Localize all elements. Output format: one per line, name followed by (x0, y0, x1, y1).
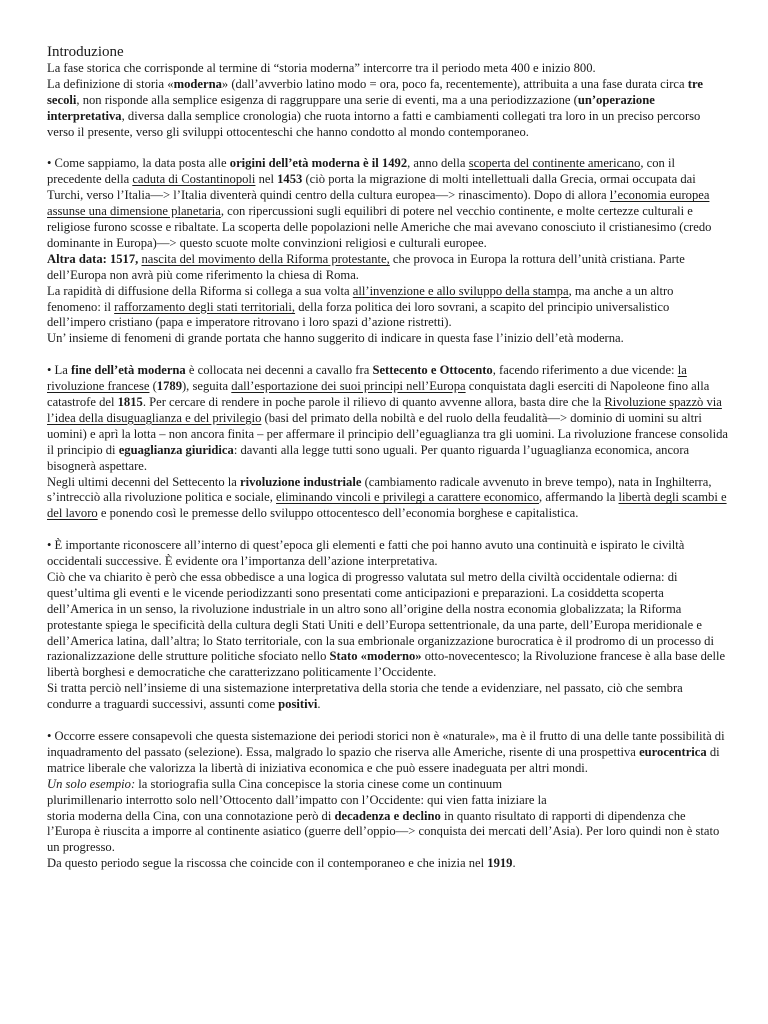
section-progress: Ciò che va chiarito è però che essa obbedisce a una logica di progresso valutata sul metro della civiltà occidentale odierna: di quest’ultima gli eventi e le vicende periodizzanti sono presentati come anticipazioni e preparazioni. La cosiddetta scoperta dell’America in un senso, la rivoluzione industriale in un altro sono all’origine della nostra economia globalizzata; la Riforma protestante spiega le specificità della cultura degli Stati Uniti e dell’Europa settentrionale, da una parte, dell’Europa meridionale e dell’America latina, dall’altra; lo Stato territoriale, con la sua embrionale organizzazione burocratica è il prodromo di un processo di razionalizzazione delle strutture politiche sfociato nello Stato «moderno» otto-novecentesco; la Rivoluzione francese è alla base delle libertà borghesi e democratiche che caratterizzano politicamente l’Occidente. (47, 569, 726, 680)
section-interpretation: Si tratta perciò nell’insieme di una sistemazione interpretativa della storia che tende a evidenziare, nel passato, ciò che sembra condurre a traguardi successivi, assunti come positivi. (47, 681, 683, 712)
paragraph-gap (47, 347, 728, 363)
section-example-line-3: storia moderna della Cina, con una connotazione però di decadenza e declino in quanto risultato di rapporti di dipendenza che l’Europa è riuscita a imporre al continente asiatico (guerre dell’oppio—> conquista dei mercati dell’Asia). Per loro quindi non è stato un progresso. (47, 808, 720, 855)
section-example-line-1: Un solo esempio: la storiografia sulla Cina concepisce la storia cinese come un continuum (47, 776, 503, 791)
section-printing: La rapidità di diffusione della Riforma si collega a sua volta all’invenzione e allo sviluppo della stampa, ma anche a un altro fenomeno: il rafforzamento degli stati territoriali, della forza politica dei loro sovrani, a scapito del principio universalistico dell’impero cristiano (papa e imperatore ritrovano i loro spazi d’azione ristretti). (47, 283, 674, 330)
page-title: Introduzione (47, 44, 124, 60)
section-example-line-2: plurimillenario interrotto solo nell’Ottocento dall’impatto con l’Occidente: qui vien fatta iniziare la (47, 792, 547, 807)
intro-line-1: La fase storica che corrisponde al termine di “storia moderna” intercorre tra il periodo meta 400 e inizio 800. (47, 61, 596, 75)
section-end: • La fine dell’età moderna è collocata nei decenni a cavallo fra Settecento e Ottocento, facendo riferimento a due vicende: la rivoluzione francese (1789), seguita dall’esportazione dei suoi principi nell’Europa conquistata dagli eserciti di Napoleone fino alla catastrofe del 1815. Per cercare di rendere in poche parole il rilievo di quanto avvenne allora, basta dire che la Rivoluzione spazzò via l’idea della disuguaglianza e del privilegio (basi del primato della nobiltà e del ruolo della feudalità—> dominio di uomini su altri uomini) e aprì la lotta – non ancora finita – per affermare il principio dell’eguaglianza tra gli uomini. La rivoluzione francese consolida il principio di eguaglianza giuridica: davanti alla legge tutti sono uguali. Per quanto riguarda l’uguaglianza economica, ancora bisognerà aspettare. (47, 363, 728, 473)
section-conclusion: Da questo periodo segue la riscossa che coincide con il contemporaneo e che inizia nel 1919. (47, 856, 516, 871)
section-summary: Un’ insieme di fenomeni di grande portata che hanno suggerito di indicare in questa fase l’inizio dell’età moderna. (47, 331, 624, 346)
section-eurocentric: • Occorre essere consapevoli che questa sistemazione dei periodi storici non è «naturale», ma è il frutto di una delle tante possibilità di inquadramento del passato (selezione). Essa, malgrado lo spazio che riserva alle Americhe, risente di una prospettiva eurocentrica di matrice liberale che valorizza la libertà di iniziativa economica e che può essere inadeguata per altri mondi. (47, 729, 725, 775)
paragraph-gap (47, 522, 728, 538)
paragraph-gap (47, 713, 728, 729)
section-reform: Altra data: 1517, nascita del movimento della Riforma protestante, che provoca in Europa la rottura dell’unità cristiana. Parte dell’Europa non avrà più come riferimento la chiesa di Roma. (47, 251, 685, 282)
section-origins: • Come sappiamo, la data posta alle origini dell’età moderna è il 1492, anno della scoperta del continente americano, con il precedente della caduta di Costantinopoli nel 1453 (ciò porta la migrazione di molti intellettuali dalla Grecia, ormai occupata dai Turchi, verso l’Italia—> l’Italia diventerà quindi centro della cultura europea—> rinascimento). Dopo di allora l’economia europea assunse una dimensione planetaria, con ripercussioni sugli equilibri di potere nel vecchio continente, e molte certezze culturali e religiose furono scosse e ribaltate. La scoperta delle popolazioni nelle Americhe che mai avevano conosciuto il cristianesimo (credo dominante in Europa)—> questo scuote molte convinzioni religiosi e culturali europee. (47, 156, 712, 250)
section-industrial: Negli ultimi decenni del Settecento la rivoluzione industriale (cambiamento radicale avvenuto in breve tempo), nata in Inghilterra, s’intrecciò alla rivoluzione politica e sociale, eliminando vincoli e privilegi a carattere economico, affermando la libertà degli scambi e del lavoro e ponendo così le premesse dello sviluppo ottocentesco dell’economia borghese e capitalistica. (47, 474, 727, 521)
intro-paragraph: La definizione di storia «moderna» (dall’avverbio latino modo = ora, poco fa, recentemente), attribuita a una fase durata circa tre secoli, non risponde alla semplice esigenza di raggruppare una serie di eventi, ma a una periodizzazione (un’operazione interpretativa, diversa dalla semplice cronologia) che ruota intorno a fatti e cambiamenti collegati tra loro in un preciso percorso verso il presente, verso gli sviluppi ottocenteschi che hanno condotto al mondo contemporaneo. (47, 76, 703, 139)
paragraph-gap (47, 141, 728, 157)
section-continuity: • È importante riconoscere all’interno di quest’epoca gli elementi e fatti che poi hanno avuto una continuità e ispirato le civiltà occidentali successive. È evidente ora l’importanza dell’azione interpretativa. (47, 538, 685, 569)
